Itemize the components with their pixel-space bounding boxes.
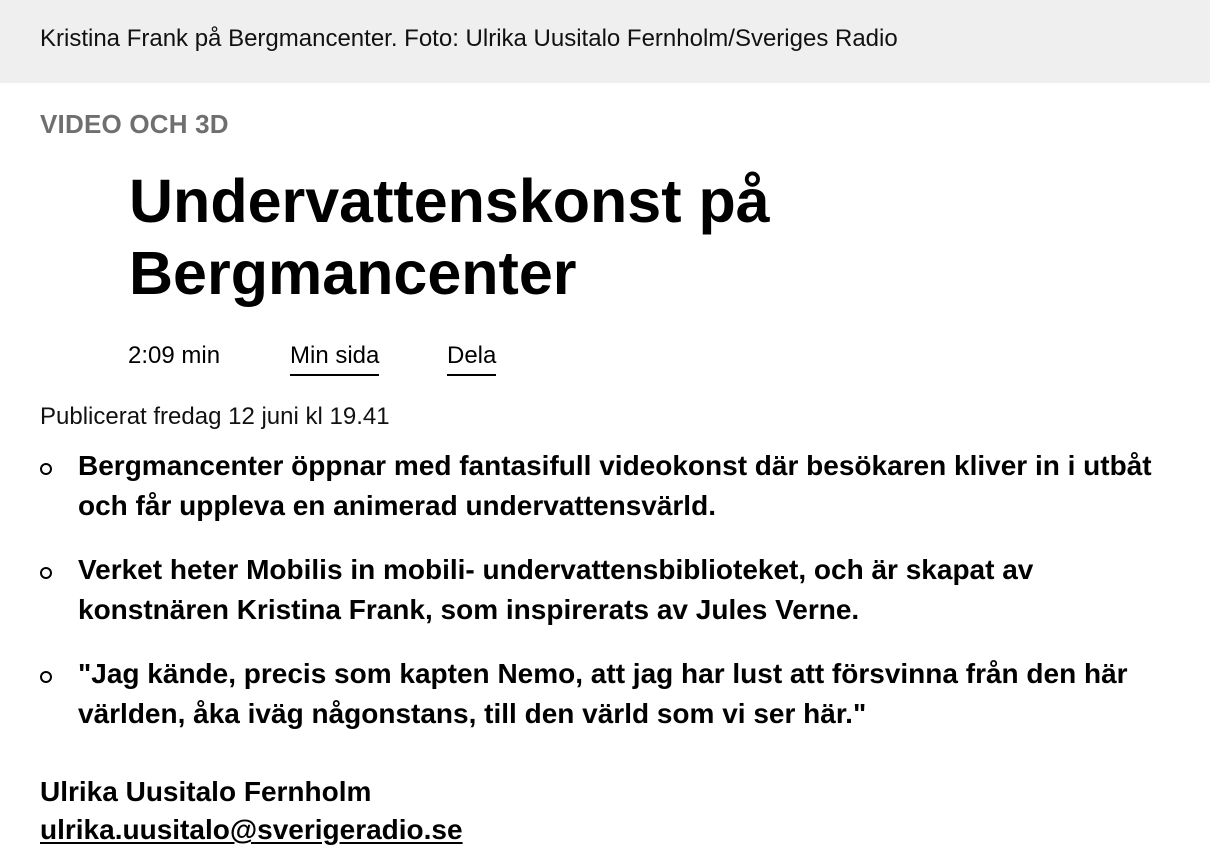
summary-text: "Jag kände, precis som kapten Nemo, att jag har lust att försvinna från den här världen, åka iväg någonstans, till den värld som vi ser här." xyxy=(78,658,1128,729)
summary-text: Verket heter Mobilis in mobili- undervattensbiblioteket, och är skapat av konstnären Kristina Frank, som inspirerats av Jules Verne. xyxy=(78,554,1034,625)
bullet-icon xyxy=(40,463,52,475)
bullet-icon xyxy=(40,567,52,579)
summary-item xyxy=(40,654,1190,734)
summary-text: Bergmancenter öppnar med fantasifull videokonst där besökaren kliver in i utbåt och får uppleva en animerad undervattensvärld. xyxy=(78,450,1152,521)
summary-item xyxy=(40,550,1190,630)
summary-list xyxy=(40,446,1190,758)
author-name: Ulrika Uusitalo Fernholm xyxy=(40,776,372,807)
article-headline: Undervattenskonst på Bergmancenter xyxy=(129,167,770,307)
summary-item xyxy=(40,446,1190,526)
image-caption: Kristina Frank på Bergmancenter. Foto: Ulrika Uusitalo Fernholm/Sveriges Radio xyxy=(40,25,898,52)
published-date: Publicerat fredag 12 juni kl 19.41 xyxy=(40,403,390,430)
category-label: VIDEO OCH 3D xyxy=(40,109,229,139)
my-page-link[interactable]: Min sida xyxy=(290,339,379,376)
video-duration: 2:09 min xyxy=(128,342,221,369)
bullet-icon xyxy=(40,671,52,683)
image-caption-bar xyxy=(0,0,1210,83)
share-link[interactable]: Dela xyxy=(447,339,496,376)
author-email-link[interactable]: ulrika.uusitalo@sverigeradio.se xyxy=(40,814,463,845)
